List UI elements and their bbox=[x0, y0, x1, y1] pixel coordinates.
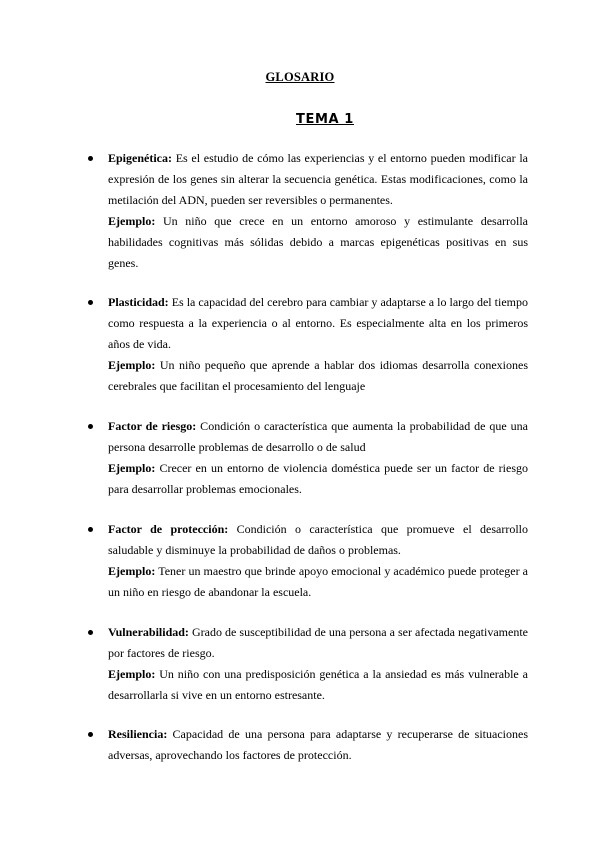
definition-paragraph bbox=[108, 724, 528, 766]
example-paragraph bbox=[108, 211, 528, 274]
example-label: Ejemplo: bbox=[108, 667, 156, 681]
glossary-entry-factor-de-proteccion bbox=[108, 519, 528, 603]
glossary-term: Factor de riesgo: bbox=[108, 419, 197, 433]
glossary-term: Resiliencia: bbox=[108, 727, 168, 741]
example-text: Un niño con una predisposición genética a la ansiedad es más vulnerable a desarrollarla si vive en un entorno estresante. bbox=[108, 667, 528, 702]
definition-paragraph bbox=[108, 292, 528, 355]
bullet-icon bbox=[88, 300, 93, 305]
glossary-entry-vulnerabilidad bbox=[108, 622, 528, 706]
example-text: Un niño pequeño que aprende a hablar dos idiomas desarrolla conexiones cerebrales que facilitan el procesamiento del lenguaje bbox=[108, 358, 528, 393]
glossary-term: Plasticidad: bbox=[108, 295, 169, 309]
glossary-entry-epigenetica bbox=[108, 148, 528, 274]
bullet-icon bbox=[88, 156, 93, 161]
definition-paragraph bbox=[108, 519, 528, 561]
example-label: Ejemplo: bbox=[108, 461, 156, 475]
bullet-icon bbox=[88, 527, 93, 532]
glossary-term: Factor de protección: bbox=[108, 522, 229, 536]
example-text: Crecer en un entorno de violencia doméstica puede ser un factor de riesgo para desarrollar problemas emocionales. bbox=[108, 461, 528, 496]
bullet-icon bbox=[88, 424, 93, 429]
glossary-entry-plasticidad bbox=[108, 292, 528, 397]
example-text: Tener un maestro que brinde apoyo emocional y académico puede proteger a un niño en riesgo de abandonar la escuela. bbox=[108, 564, 528, 599]
example-paragraph bbox=[108, 561, 528, 603]
glossary-definition: Es el estudio de cómo las experiencias y el entorno pueden modificar la expresión de los genes sin alterar la secuencia genética. Estas modificaciones, como la metilación del ADN, pueden ser reversibles o permanentes. bbox=[108, 151, 528, 207]
glossary-definition: Capacidad de una persona para adaptarse y recuperarse de situaciones adversas, aprovechando los factores de protección. bbox=[108, 727, 528, 762]
definition-paragraph bbox=[108, 148, 528, 211]
example-label: Ejemplo: bbox=[108, 214, 156, 228]
example-label: Ejemplo: bbox=[108, 358, 156, 372]
example-paragraph bbox=[108, 458, 528, 500]
glossary-entry-resiliencia bbox=[108, 724, 528, 766]
glossary-definition: Condición o característica que aumenta la probabilidad de que una persona desarrolle problemas de desarrollo o de salud bbox=[108, 419, 528, 454]
example-label: Ejemplo: bbox=[108, 564, 156, 578]
example-paragraph bbox=[108, 664, 528, 706]
glossary-entry-factor-de-riesgo bbox=[108, 416, 528, 500]
section-title: TEMA 1 bbox=[296, 112, 354, 127]
example-paragraph bbox=[108, 355, 528, 397]
bullet-icon bbox=[88, 732, 93, 737]
bullet-icon bbox=[88, 630, 93, 635]
glossary-definition: Grado de susceptibilidad de una persona a ser afectada negativamente por factores de riesgo. bbox=[108, 625, 528, 660]
definition-paragraph bbox=[108, 622, 528, 664]
definition-paragraph bbox=[108, 416, 528, 458]
glossary-definition: Es la capacidad del cerebro para cambiar y adaptarse a lo largo del tiempo como respuesta a la experiencia o al entorno. Es especialmente alta en los primeros años de vida. bbox=[108, 295, 528, 351]
glossary-term: Vulnerabilidad: bbox=[108, 625, 189, 639]
glossary-definition: Condición o característica que promueve el desarrollo saludable y disminuye la probabilidad de daños o problemas. bbox=[108, 522, 528, 557]
glossary-term: Epigenética: bbox=[108, 151, 172, 165]
example-text: Un niño que crece en un entorno amoroso y estimulante desarrolla habilidades cognitivas más sólidas debido a marcas epigenéticas positivas en sus genes. bbox=[108, 214, 528, 270]
document-title: GLOSARIO bbox=[265, 70, 335, 84]
